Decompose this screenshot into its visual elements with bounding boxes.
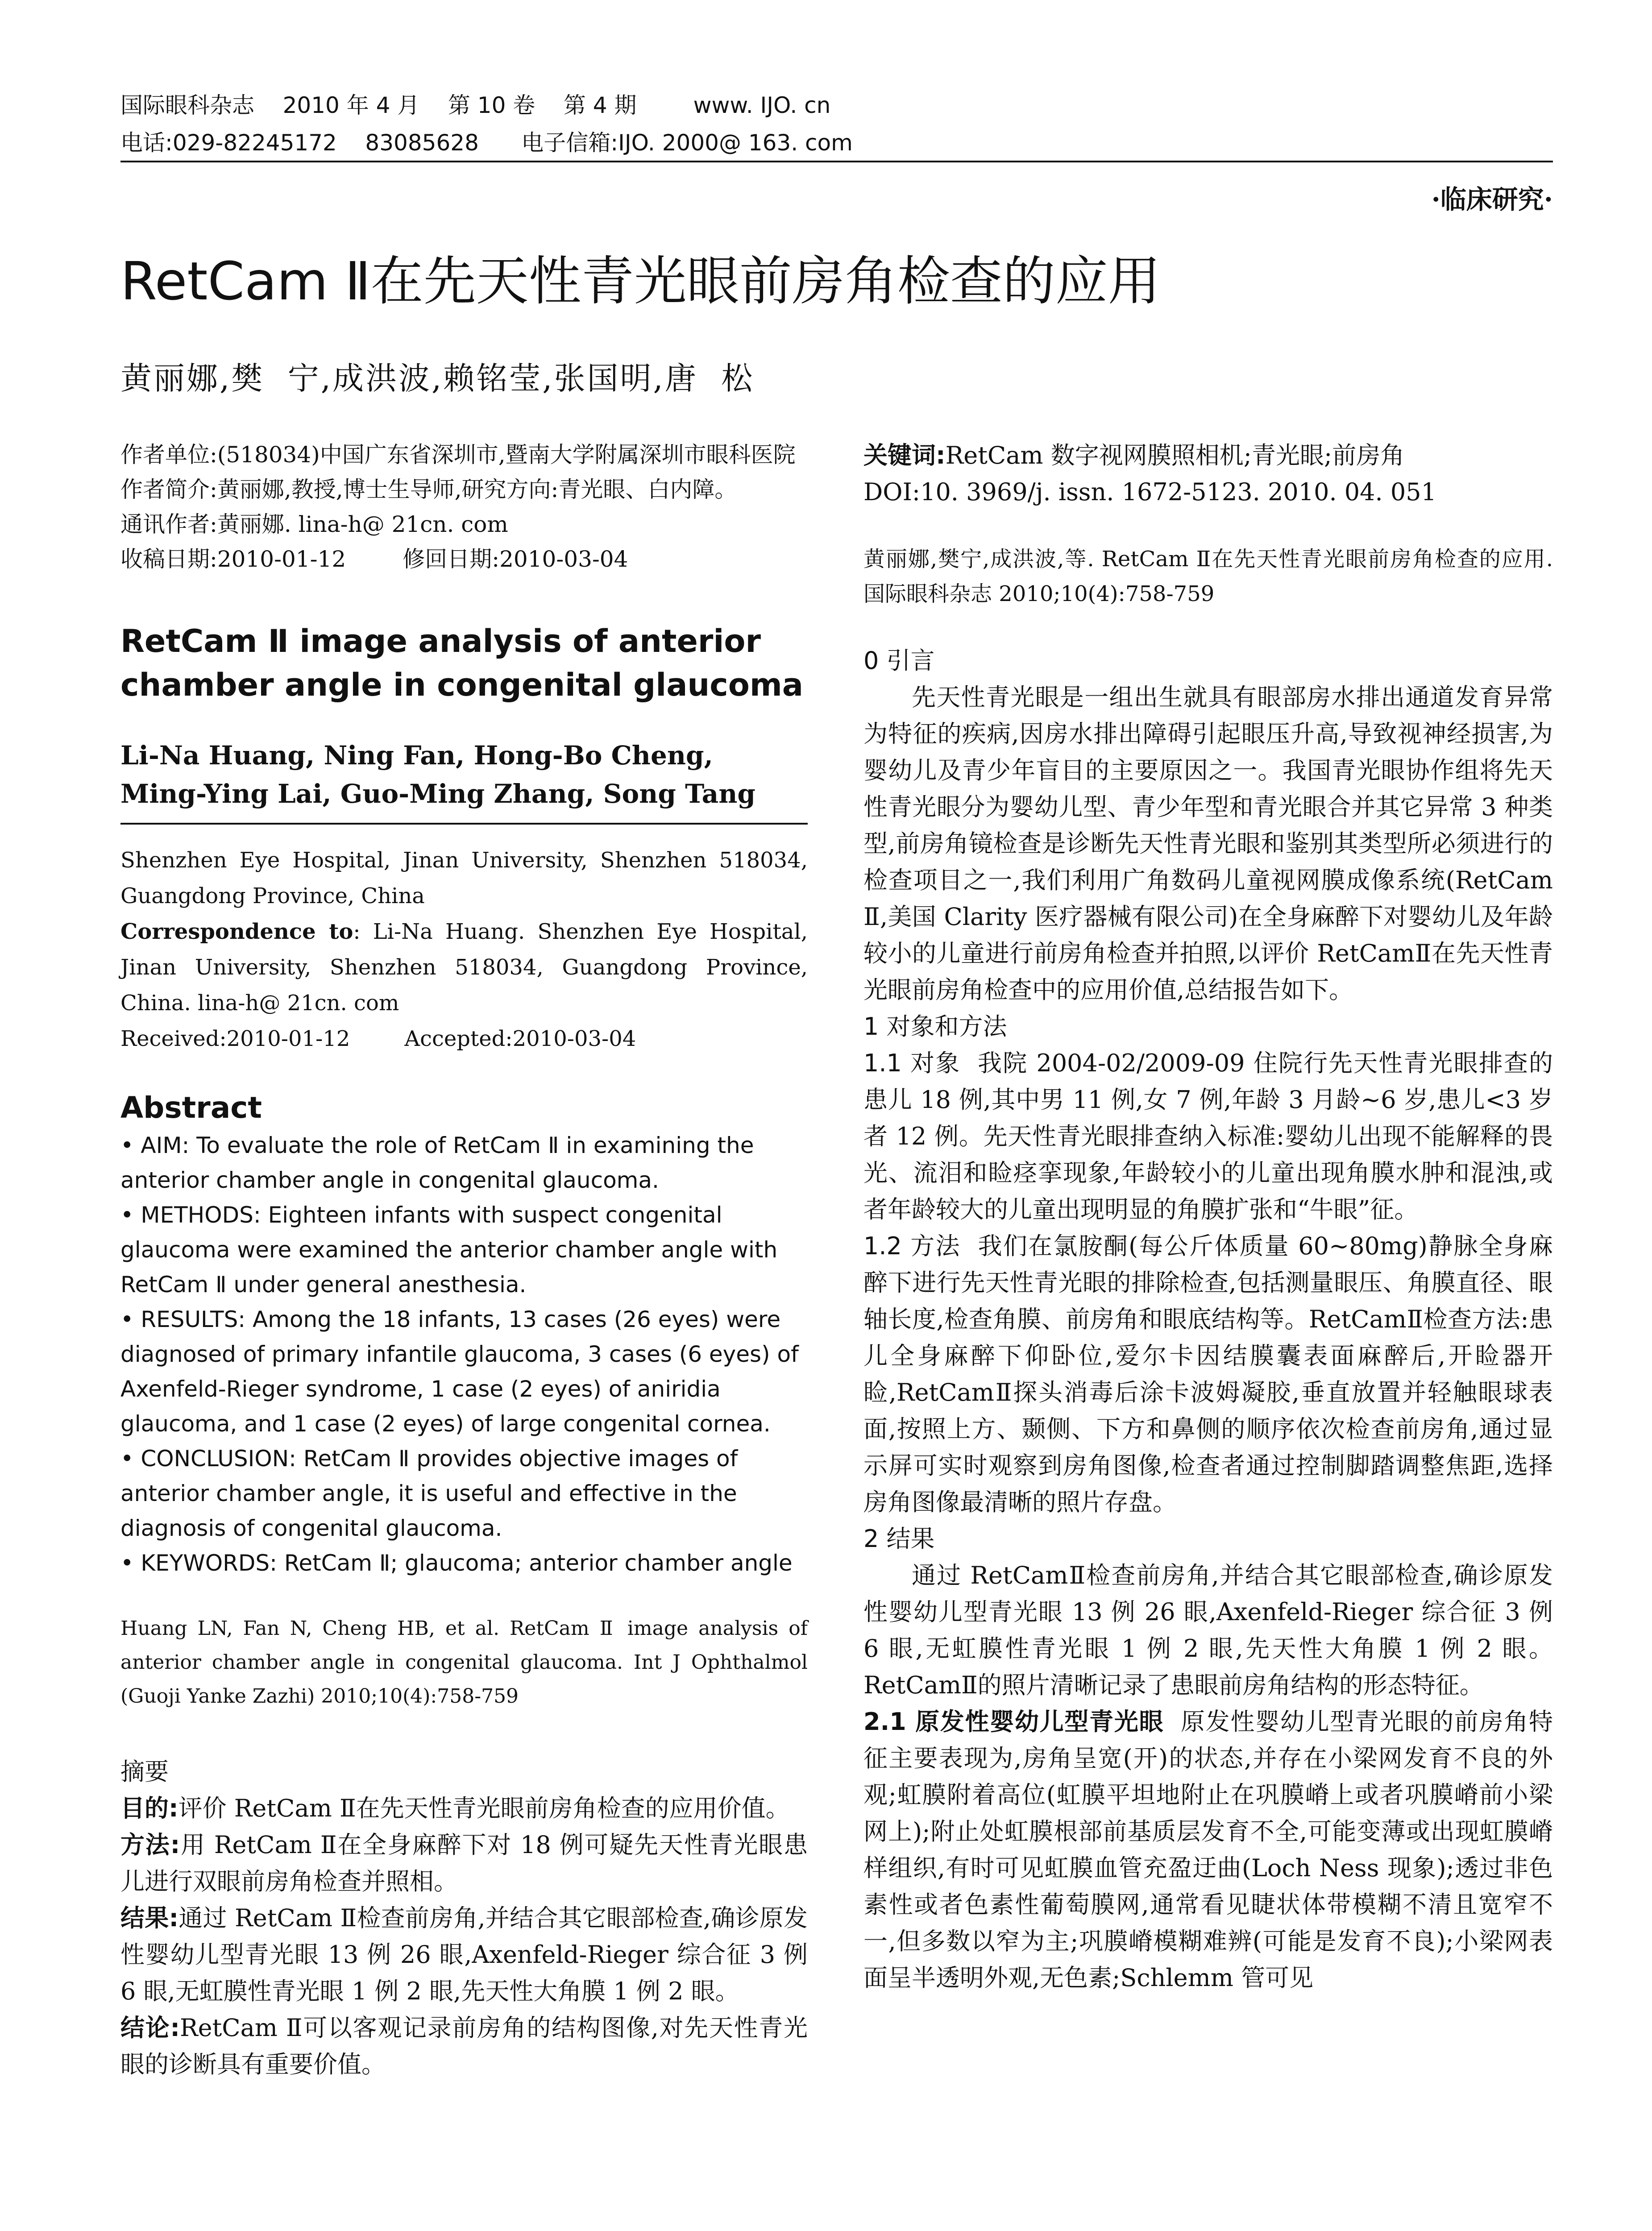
- keywords-text: RetCam 数字视网膜照相机;青光眼;前房角: [945, 441, 1405, 469]
- section-2-text: 通过 RetCamⅡ检查前房角,并结合其它眼部检查,确诊原发性婴幼儿型青光眼 13 例 26 眼,Axenfeld-Rieger 综合征 3 例 6 眼,无虹膜性青光眼 1 例 2 眼,先天性大角膜 1 例 2 眼。RetCamⅡ的照片清晰记录了患眼前房角结构的形态特征。: [863, 1561, 1553, 1699]
- abstract-list: [120, 1128, 808, 1580]
- cn-conclusion-text: RetCam Ⅱ可以客观记录前房角的结构图像,对先天性青光眼的诊断具有重要价值。: [120, 2014, 808, 2078]
- dates-cn: 收稿日期:2010-01-12 修回日期:2010-03-04: [120, 546, 628, 572]
- section-1-1-label: 1.1 对象: [863, 1049, 961, 1077]
- section-0-heading: 0 引言: [863, 647, 935, 675]
- english-section-rule: [120, 823, 808, 825]
- correspondence-label: Correspondence to: [120, 919, 353, 944]
- authors-en: Li-Na Huang, Ning Fan, Hong-Bo Cheng, Ming-Ying Lai, Guo-Ming Zhang, Song Tang: [120, 740, 755, 809]
- abstract-methods: • METHODS: Eighteen infants with suspect congenital glaucoma were examined the anterior chamber angle with RetCam Ⅱ under general anesthesia.: [120, 1202, 778, 1298]
- column-label: ·临床研究·: [1431, 184, 1553, 215]
- authors-cn: 黄丽娜,樊 宁,成洪波,赖铭莹,张国明,唐 松: [120, 360, 755, 397]
- abstract-heading: Abstract: [120, 1091, 262, 1125]
- cn-aim-text: 评价 RetCam Ⅱ在先天性青光眼前房角检查的应用价值。: [178, 1794, 790, 1822]
- section-1-heading: 1 对象和方法: [863, 1012, 1007, 1041]
- cn-abstract-heading: 摘要: [120, 1758, 169, 1786]
- cn-aim-label: 目的:: [120, 1794, 178, 1822]
- correspondence-text: : Li-Na Huang. Shenzhen Eye Hospital, Jinan University, Shenzhen 518034, Guangdong Province, China. lina-h@ 21cn. com: [120, 919, 808, 1016]
- header-rule: [120, 161, 1553, 162]
- journal-header-line2: 电话:029-82245172 83085628 电子信箱:IJO. 2000@ 163. com: [120, 130, 853, 156]
- cn-results-text: 通过 RetCam Ⅱ检查前房角,并结合其它眼部检查,确诊原发性婴幼儿型青光眼 13 例 26 眼,Axenfeld-Rieger 综合征 3 例 6 眼,无虹膜性青光眼 1 例 2 眼,先天性大角膜 1 例 2 眼。: [120, 1904, 808, 2005]
- cn-methods-text: 用 RetCam Ⅱ在全身麻醉下对 18 例可疑先天性青光眼患儿进行双眼前房角检查并照相。: [120, 1831, 808, 1895]
- section-1-2: [863, 1228, 1553, 1521]
- correspondence-en: [120, 914, 808, 1021]
- citation-en: Huang LN, Fan N, Cheng HB, et al. RetCam Ⅱ image analysis of anterior chamber angle in congenital glaucoma. Int J Ophthalmol (Guoji Yanke Zazhi) 2010;10(4):758-759: [120, 1617, 808, 1708]
- abstract-keywords: • KEYWORDS: RetCam Ⅱ; glaucoma; anterior chamber angle: [120, 1550, 793, 1576]
- keywords-cn: [863, 437, 1553, 474]
- journal-header-line1: 国际眼科杂志 2010 年 4 月 第 10 卷 第 4 期 www. IJO. cn: [120, 92, 831, 118]
- cn-conclusion-label: 结论:: [120, 2014, 180, 2042]
- cn-results-label: 结果:: [120, 1904, 179, 1932]
- section-2-1: [863, 1704, 1553, 1996]
- section-1-1: [863, 1045, 1553, 1228]
- cn-abstract-conclusion: [120, 2010, 808, 2083]
- doi: DOI:10. 3969/j. issn. 1672-5123. 2010. 04. 051: [863, 478, 1436, 506]
- section-1-1-text: 我院 2004-02/2009-09 住院行先天性青光眼排查的患儿 18 例,其中男 11 例,女 7 例,年龄 3 月龄~6 岁,患儿<3 岁者 12 例。先天性青光眼排查纳入标准:婴幼儿出现不能解释的畏光、流泪和睑痉挛现象,年龄较小的儿童出现角膜水肿和混浊,或者年龄较大的儿童出现明显的角膜扩张和“牛眼”征。: [863, 1049, 1553, 1223]
- citation-cn: 黄丽娜,樊宁,成洪波,等. RetCam Ⅱ在先天性青光眼前房角检查的应用. 国际眼科杂志 2010;10(4):758-759: [863, 547, 1553, 606]
- keywords-label: 关键词:: [863, 441, 946, 469]
- contact-author-cn: 通讯作者:黄丽娜. lina-h@ 21cn. com: [120, 511, 508, 537]
- cn-abstract-methods: [120, 1827, 808, 1900]
- abstract-results: • RESULTS: Among the 18 infants, 13 cases (26 eyes) were diagnosed of primary infantile glaucoma, 3 cases (6 eyes) of Axenfeld-Rieger syndrome, 1 case (2 eyes) of aniridia glaucoma, and 1 case (2 eyes) of large congenital cornea.: [120, 1306, 799, 1437]
- section-2-1-text: 原发性婴幼儿型青光眼的前房角特征主要表现为,房角呈宽(开)的状态,并存在小梁网发育不良的外观;虹膜附着高位(虹膜平坦地附止在巩膜嵴上或者巩膜嵴前小梁网上);附止处虹膜根部前基质层发育不全,可能变薄或出现虹膜嵴样组织,有时可见虹膜血管充盈迂曲(Loch Ness 现象);透过非色素性或者色素性葡萄膜网,通常看见睫状体带模糊不清且宽窄不一,但多数以窄为主;巩膜嵴模糊难辨(可能是发育不良);小梁网表面呈半透明外观,无色素;Schlemm 管可见: [863, 1708, 1553, 1992]
- cn-abstract-aim: [120, 1790, 808, 1827]
- cn-abstract-results: [120, 1900, 808, 2010]
- author-bio-cn: 作者简介:黄丽娜,教授,博士生导师,研究方向:青光眼、白内障。: [120, 477, 737, 502]
- left-column: [120, 437, 808, 2083]
- article-title: RetCam Ⅱ在先天性青光眼前房角检查的应用: [120, 250, 1161, 312]
- affiliation-cn: 作者单位:(518034)中国广东省深圳市,暨南大学附属深圳市眼科医院: [120, 442, 796, 468]
- section-2-heading: 2 结果: [863, 1525, 935, 1553]
- abstract-aim: • AIM: To evaluate the role of RetCam Ⅱ in examining the anterior chamber angle in congenital glaucoma.: [120, 1132, 754, 1193]
- affiliation-en: Shenzhen Eye Hospital, Jinan University, Shenzhen 518034, Guangdong Province, China: [120, 848, 808, 908]
- abstract-conclusion: • CONCLUSION: RetCam Ⅱ provides objective images of anterior chamber angle, it is useful and effective in the diagnosis of congenital glaucoma.: [120, 1446, 738, 1541]
- section-0-text: 先天性青光眼是一组出生就具有眼部房水排出通道发育异常为特征的疾病,因房水排出障碍引起眼压升高,导致视神经损害,为婴幼儿及青少年盲目的主要原因之一。我国青光眼协作组将先天性青光眼分为婴幼儿型、青少年型和青光眼合并其它异常 3 种类型,前房角镜检查是诊断先天性青光眼和鉴别其类型所必须进行的检查项目之一,我们利用广角数码儿童视网膜成像系统(RetCam Ⅱ,美国 Clarity 医疗器械有限公司)在全身麻醉下对婴幼儿及年龄较小的儿童进行前房角检查并拍照,以评价 RetCamⅡ在先天性青光眼前房角检查中的应用价值,总结报告如下。: [863, 683, 1553, 1004]
- cn-methods-label: 方法:: [120, 1831, 180, 1859]
- section-1-2-label: 1.2 方法: [863, 1232, 961, 1260]
- section-2-1-label: 2.1 原发性婴幼儿型青光眼: [863, 1708, 1164, 1736]
- right-column: [863, 437, 1553, 1996]
- english-title: RetCam Ⅱ image analysis of anterior chamber angle in congenital glaucoma: [120, 623, 804, 703]
- dates-en: Received:2010-01-12 Accepted:2010-03-04: [120, 1026, 636, 1051]
- section-1-2-text: 我们在氯胺酮(每公斤体质量 60~80mg)静脉全身麻醉下进行先天性青光眼的排除检查,包括测量眼压、角膜直径、眼轴长度,检查角膜、前房角和眼底结构等。RetCamⅡ检查方法:患儿全身麻醉下仰卧位,爱尔卡因结膜囊表面麻醉后,开睑器开睑,RetCamⅡ探头消毒后涂卡波姆凝胶,垂直放置并轻触眼球表面,按照上方、颞侧、下方和鼻侧的顺序依次检查前房角,通过显示屏可实时观察到房角图像,检查者通过控制脚踏调整焦距,选择房角图像最清晰的照片存盘。: [863, 1232, 1553, 1516]
